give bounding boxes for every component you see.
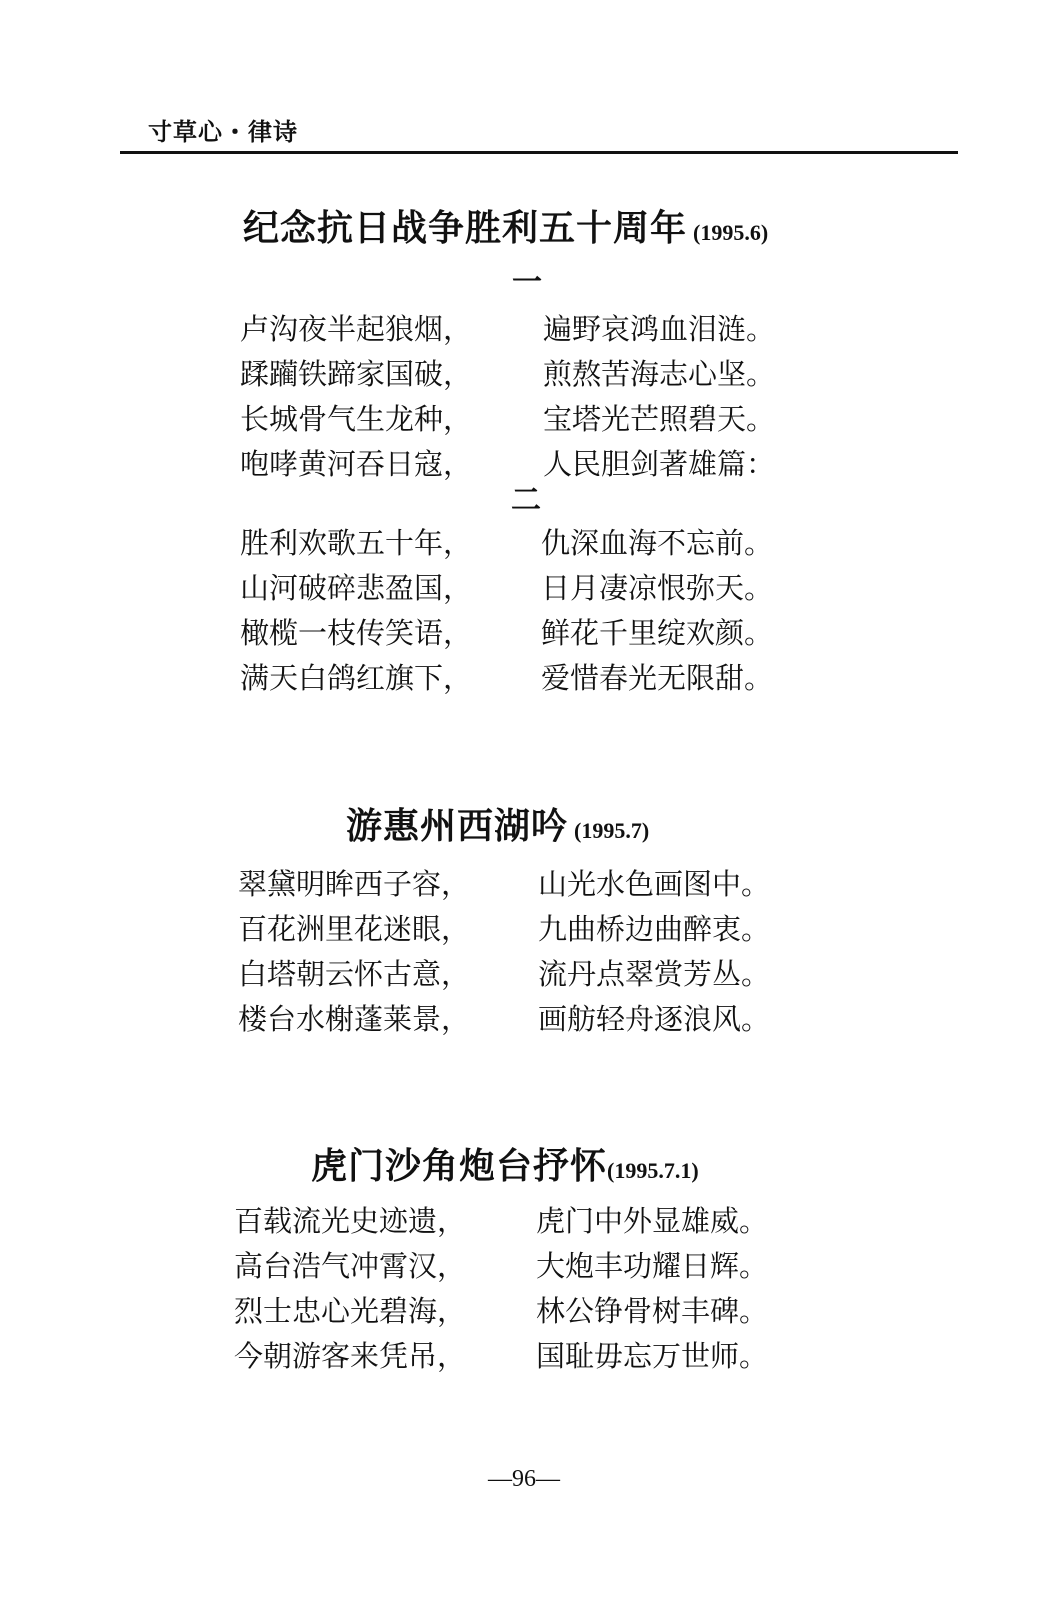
poem-line-left: 百花洲里花迷眼， (238, 912, 471, 946)
poem-line-right: 国耻毋忘万世师。 (536, 1339, 769, 1373)
poem-line-left: 橄榄一枝传笑语， (240, 616, 473, 650)
poem-line-left: 长城骨气生龙种， (240, 402, 473, 436)
poem1-part2-mark: 二 (511, 483, 541, 518)
poem-line (234, 1244, 814, 1289)
poem1-part2 (240, 521, 820, 701)
poem-line-right: 宝塔光芒照碧天。 (543, 402, 776, 436)
poem2-title-block (346, 798, 649, 849)
poem-line-left: 高台浩气冲霄汉， (234, 1249, 467, 1283)
poem-line-right: 日月凄凉恨弥天。 (541, 571, 774, 605)
poem-line (240, 397, 820, 442)
poem-line (234, 1334, 814, 1379)
poem-line-left: 楼台水榭蓬莱景， (238, 1002, 471, 1036)
poem1-title-block (243, 200, 768, 251)
poem2-title: 游惠州西湖吟 (346, 806, 569, 847)
poem1-title: 纪念抗日战争胜利五十周年 (243, 208, 688, 249)
poem-line (240, 521, 820, 566)
poem-line-left: 翠黛明眸西子容， (238, 867, 471, 901)
poem2-date: (1995.7) (574, 818, 650, 843)
poem-line-right: 林公铮骨树丰碑。 (536, 1294, 769, 1328)
poem3-body (234, 1199, 814, 1379)
poem-line-right: 煎熬苦海志心坚。 (543, 357, 776, 391)
poem-line-right: 仇深血海不忘前。 (541, 526, 774, 560)
poem-line (240, 611, 820, 656)
poem-line-right: 鲜花千里绽欢颜。 (541, 616, 774, 650)
poem-line (238, 952, 818, 997)
poem-line (240, 307, 820, 352)
poem3-title: 虎门沙角炮台抒怀 (311, 1146, 608, 1187)
poem-line-left: 卢沟夜半起狼烟， (240, 312, 473, 346)
poem-line-right: 山光水色画图中。 (538, 867, 771, 901)
poem-line-left: 满天白鸽红旗下， (240, 661, 473, 695)
poem-line-right: 虎门中外显雄威。 (536, 1204, 769, 1238)
poem-line-right: 爱惜春光无限甜。 (541, 661, 774, 695)
poem3-date: (1995.7.1) (607, 1158, 699, 1183)
poem3-title-block (311, 1138, 699, 1189)
poem-line (238, 862, 818, 907)
poem-line (238, 997, 818, 1042)
poem-line-left: 咆哮黄河吞日寇， (240, 447, 473, 481)
poem-line (240, 566, 820, 611)
poem-line-left: 烈士忠心光碧海， (234, 1294, 467, 1328)
poem1-date: (1995.6) (693, 220, 769, 245)
poem-line-right: 大炮丰功耀日辉。 (536, 1249, 769, 1283)
poem-line-left: 百载流光史迹遗， (234, 1204, 467, 1238)
poem1-part1 (240, 307, 820, 487)
poem-line (238, 907, 818, 952)
poem-line-left: 胜利欢歌五十年， (240, 526, 473, 560)
poem-line-right: 九曲桥边曲醉衷。 (538, 912, 771, 946)
poem-line (240, 442, 820, 487)
poem2-body (238, 862, 818, 1042)
poem-line-left: 今朝游客来凭吊， (234, 1339, 467, 1373)
poem-line-left: 白塔朝云怀古意， (238, 957, 471, 991)
poem-line-left: 山河破碎悲盈国， (240, 571, 473, 605)
poem-line-left: 蹂躏铁蹄家国破， (240, 357, 473, 391)
poem-line (234, 1289, 814, 1334)
poem-line (240, 352, 820, 397)
poem-line-right: 流丹点翠赏芳丛。 (538, 957, 771, 991)
poem-line-right: 人民胆剑著雄篇： (543, 447, 776, 481)
poem1-part1-mark: 一 (512, 265, 542, 300)
poem-line-right: 遍野哀鸿血泪涟。 (543, 312, 776, 346)
poem-line-right: 画舫轻舟逐浪风。 (538, 1002, 771, 1036)
running-header: 寸草心・律诗 (148, 118, 298, 146)
poem-line (240, 656, 820, 701)
page-number: —96— (488, 1466, 560, 1492)
header-rule (120, 151, 958, 154)
poem-line (234, 1199, 814, 1244)
